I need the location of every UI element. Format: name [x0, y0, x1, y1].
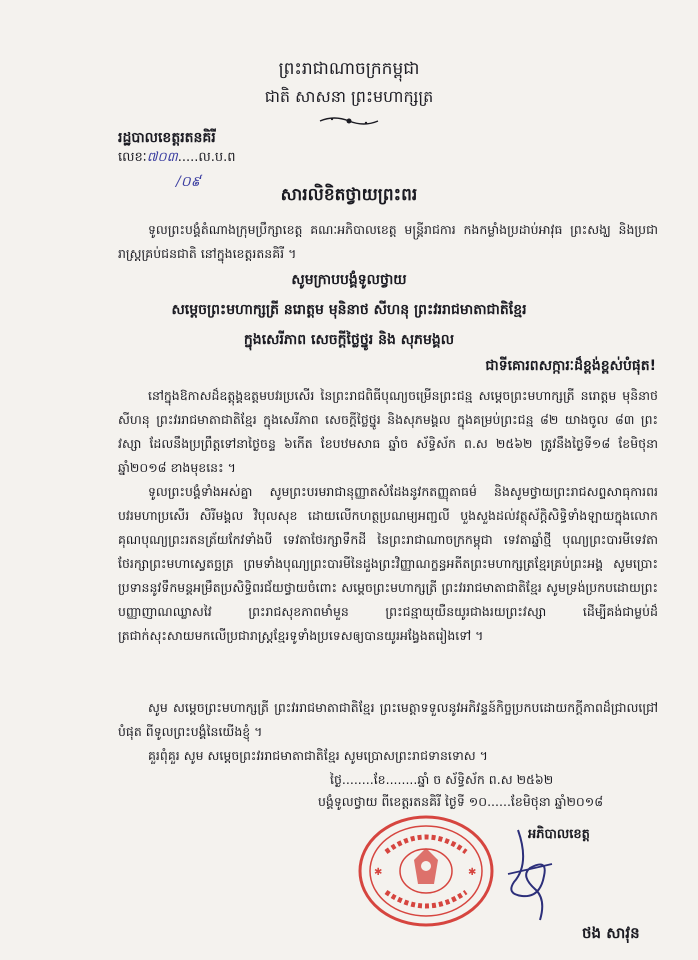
signer-title: អភិបាលខេត្ត: [528, 827, 590, 842]
address-line-1: សូមក្រាបបង្គំទូលថ្វាយ: [291, 272, 407, 288]
ref-label: លេខៈ: [118, 150, 147, 165]
official-seal-stamp: [356, 812, 496, 930]
intro-paragraph: ទូលព្រះបង្គំតំណាងក្រុមប្រឹក្សាខេត្ត គណៈអភិបាលខេត្ត មន្ត្រីរាជការ កងកម្លាំងប្រដាប់អាវុធ ព្រះសង្ឃ និងប្រជារាស្ត្រគ្រប់ជនជាតិ នៅក្នុងខេត្តរតនគិរី ។: [118, 222, 658, 261]
ref-number: ៧០៣: [146, 150, 178, 165]
sender-office: រដ្ឋបាលខេត្តរតនគិរី: [118, 130, 216, 146]
document-subject: សារលិខិតថ្វាយព្រះពរ: [280, 185, 418, 205]
address-line-2: សម្តេចព្រះមហាក្សត្រី នរោត្តម មុនិនាថ សីហនុ ព្រះវររាជមាតាជាតិខ្មែរ: [171, 302, 527, 318]
paragraph-2: ទូលព្រះបង្គំទាំងអស់គ្នា សូមព្រះបរមរាជានុញ្ញាតសំដែងនូវកតញ្ញុតាធម៌ និងសូមថ្វាយព្រះរាជសព្ទសាធុការពរ បវរមហាប្រសើរ សិរីមង្គល វិបុលសុខ ដោយលើកហត្ថប្រណម្យអញ្ជលី បួងសួងដល់វត្ថុស័ក្តិសិទ្ធិទាំងឡាយក្នុងលោក គុណបុណ្យព្រះរតនត្រ័យកែវទាំងបី ទេវតាថែរក្សាទឹកដី នៃព្រះរាជាណាចក្រកម្ពុជា ទេវតាឆ្នាំថ្មី បុណ្យព្រះបារមីទេវតាថែរក្សាព្រះមហាស្វេតច្ឆត្រ ព្រមទាំងបុណ្យព្រះបារមីនៃដួងព្រះវិញ្ញាណក្ខន្ធអតីតព្រះមហាក្សត្រខ្មែរគ្រប់ព្រះអង្គ សូមប្រោះប្រទាននូវទឹកមន្តអម្រឹតប្រសិទ្ធិពរជ័យថ្វាយចំពោះ សម្តេចព្រះមហាក្សត្រី ព្រះវររាជមាតាជាតិខ្មែរ សូមទ្រង់ប្រកបដោយព្រះបញ្ញាញាណឈ្លាសវៃ ព្រះរាជសុខភាពមាំមួន ព្រះជន្មាយុយឺនយូរជាងរយព្រះវស្សា ដើម្បីគង់ជាម្លប់ដ៏ត្រជាក់សុះសាយមកលើប្រជារាស្ត្រខ្មែរទូទាំងប្រទេសឲ្យបានយូរអង្វែងតរៀងទៅ ។: [118, 484, 658, 643]
address-line-4: ជាទីគោរពសក្ការៈដ៏ខ្ពង់ខ្ពស់បំផុត!: [485, 358, 656, 374]
address-line-3: ក្នុងសេរីភាព សេចក្តីថ្លៃថ្នូរ និង សុភមង្គល: [243, 332, 455, 348]
svg-text:✱: ✱: [374, 867, 383, 878]
ref-suffix: .....ល.ប.ព: [177, 150, 236, 165]
svg-text:✱: ✱: [468, 867, 477, 878]
paragraph-4: គួរពុំគួរ សូម សម្តេចព្រះវររាជមាតាជាតិខ្មែរ សូមប្រោសព្រះរាជទានទោស ។: [148, 748, 488, 763]
lunar-date: ថ្ងៃ........ខែ........ឆ្នាំ ច ស័ទ្ធិស័ក ព.ស ២៥៦២: [330, 772, 554, 787]
paragraph-3: សូម សម្តេចព្រះមហាក្សត្រី ព្រះវររាជមាតាជាតិខ្មែរ ព្រះមេត្តាទទួលនូវអភិវន្ទន៍កិច្ចប្រកបដោយកក្តីភាពដ៏ជ្រាលជ្រៅបំផុត ពីទូលព្រះបង្គំនៃយើងខ្ញុំ ។: [118, 700, 658, 739]
handwritten-signature: [500, 824, 560, 924]
signer-name: ថង សាវុន: [582, 924, 640, 942]
place-date: បង្គំទូលថ្វាយ ពីខេត្តរតនគិរី ថ្ងៃទី ១០......ខែមិថុនា ឆ្នាំ២០១៨: [318, 794, 604, 809]
ornament-divider: [318, 114, 380, 128]
kingdom-title: ព្រះរាជាណាចក្រកម្ពុជា: [278, 59, 420, 79]
ref-extra: /០៩: [176, 174, 201, 190]
national-motto: ជាតិ សាសនា ព្រះមហាក្សត្រ: [264, 87, 434, 106]
paragraph-1: នៅក្នុងឱកាសដ៏ឧត្តុង្គឧត្តមបវរប្រសើរ នៃព្រះរាជពិធីបុណ្យចម្រើនព្រះជន្ម សម្តេចព្រះមហាក្សត្រី នរោត្តម មុនិនាថ សីហនុ ព្រះវររាជមាតាជាតិខ្មែរ ក្នុងសេរីភាព សេចក្តីថ្លៃថ្នូរ និងសុភមង្គល ក្នុងគម្រប់ព្រះជន្ម ៨២ យាងចូល ៨៣ ព្រះវស្សា ដែលនឹងប្រព្រឹត្តទៅនាថ្ងៃចន្ទ ៦កើត ខែបឋមសាធ ឆ្នាំច ស័ទ្ធិស័ក ព.ស ២៥៦២ ត្រូវនឹងថ្ងៃទី១៨ ខែមិថុនា ឆ្នាំ២០១៨ ខាងមុខនេះ ។: [118, 388, 658, 475]
